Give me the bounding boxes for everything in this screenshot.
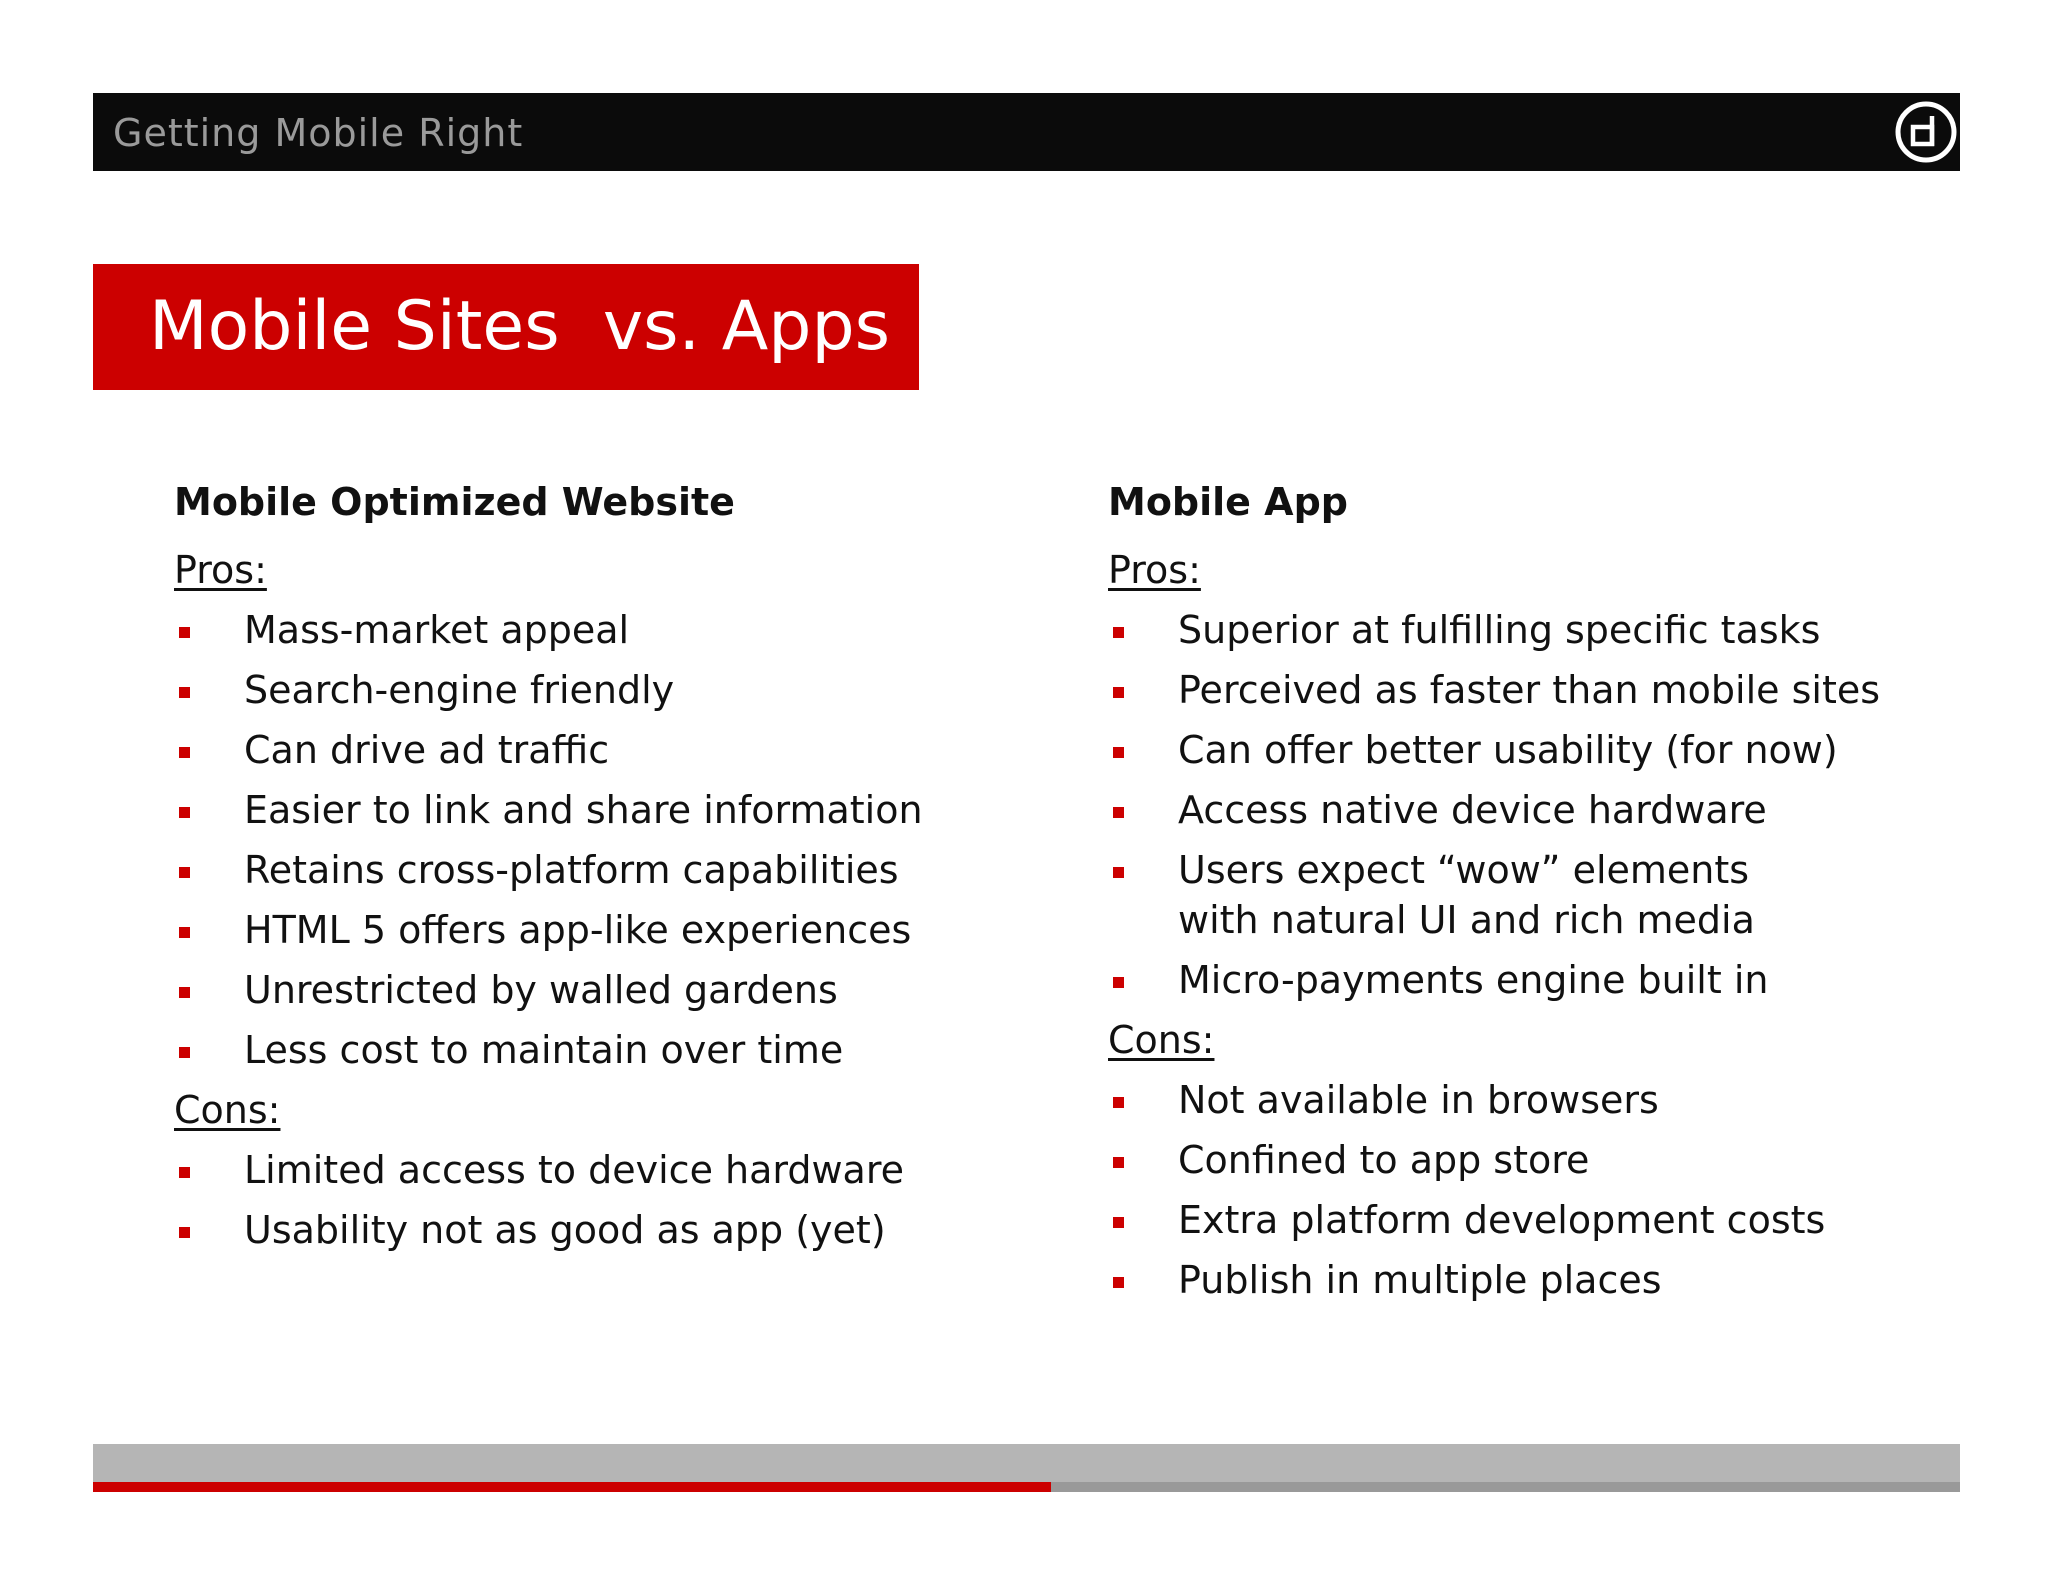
- square-bullet-icon: [179, 807, 190, 818]
- square-bullet-icon: [179, 927, 190, 938]
- list-item: Can drive ad traffic: [174, 720, 1054, 780]
- list-item: Not available in browsers: [1108, 1070, 1988, 1130]
- list-item: Micro-payments engine built in: [1108, 950, 1988, 1010]
- cons-label: Cons:: [1108, 1018, 1215, 1062]
- square-bullet-icon: [179, 1167, 190, 1178]
- list-item: Superior at fulfilling specific tasks: [1108, 600, 1988, 660]
- square-bullet-icon: [179, 987, 190, 998]
- list-item: Access native device hardware: [1108, 780, 1988, 840]
- list-item: Mass-market appeal: [174, 600, 1054, 660]
- square-bullet-icon: [1113, 1277, 1124, 1288]
- list-item: HTML 5 offers app-like experiences: [174, 900, 1054, 960]
- list-item: Can offer better usability (for now): [1108, 720, 1988, 780]
- square-bullet-icon: [1113, 977, 1124, 988]
- list-item: Users expect “wow” elements with natural UI and rich media: [1108, 840, 1838, 950]
- list-item: Unrestricted by walled gardens: [174, 960, 1054, 1020]
- square-bullet-icon: [1113, 1157, 1124, 1168]
- footer-bar: [93, 1444, 1960, 1482]
- column-heading: Mobile Optimized Website: [174, 480, 735, 524]
- pros-label: Pros:: [1108, 548, 1201, 592]
- slide-title-box: [93, 264, 919, 390]
- square-bullet-icon: [1113, 867, 1124, 878]
- list-item: Confined to app store: [1108, 1130, 1988, 1190]
- column-heading: Mobile App: [1108, 480, 1348, 524]
- mobile-website-column: [174, 472, 1054, 1260]
- list-item: Perceived as faster than mobile sites: [1108, 660, 1988, 720]
- square-bullet-icon: [1113, 1097, 1124, 1108]
- footer-line: [1051, 1482, 1960, 1492]
- square-bullet-icon: [1113, 687, 1124, 698]
- circled-d-logo-icon: [1894, 100, 1958, 164]
- square-bullet-icon: [179, 627, 190, 638]
- list-item: Search-engine friendly: [174, 660, 1054, 720]
- list-item: Usability not as good as app (yet): [174, 1200, 1054, 1260]
- square-bullet-icon: [179, 747, 190, 758]
- presentation-title: Getting Mobile Right: [113, 111, 524, 155]
- cons-list: [174, 1140, 1054, 1260]
- pros-list: [174, 600, 1054, 1080]
- list-item: Retains cross-platform capabilities: [174, 840, 1054, 900]
- square-bullet-icon: [179, 1047, 190, 1058]
- mobile-app-column: [1108, 472, 1988, 1310]
- pros-label: Pros:: [174, 548, 267, 592]
- list-item: Less cost to maintain over time: [174, 1020, 1054, 1080]
- square-bullet-icon: [1113, 807, 1124, 818]
- square-bullet-icon: [179, 1227, 190, 1238]
- slide-title: Mobile Sites vs. Apps: [149, 287, 891, 366]
- pros-list: [1108, 600, 1988, 1010]
- square-bullet-icon: [179, 867, 190, 878]
- list-item: Extra platform development costs: [1108, 1190, 1988, 1250]
- header-bar: [93, 93, 1960, 171]
- list-item: Publish in multiple places: [1108, 1250, 1988, 1310]
- footer-accent-line: [93, 1482, 1051, 1492]
- square-bullet-icon: [1113, 747, 1124, 758]
- cons-list: [1108, 1070, 1988, 1310]
- square-bullet-icon: [1113, 627, 1124, 638]
- square-bullet-icon: [179, 687, 190, 698]
- cons-label: Cons:: [174, 1088, 281, 1132]
- list-item: Limited access to device hardware: [174, 1140, 1054, 1200]
- list-item: Easier to link and share information: [174, 780, 1054, 840]
- square-bullet-icon: [1113, 1217, 1124, 1228]
